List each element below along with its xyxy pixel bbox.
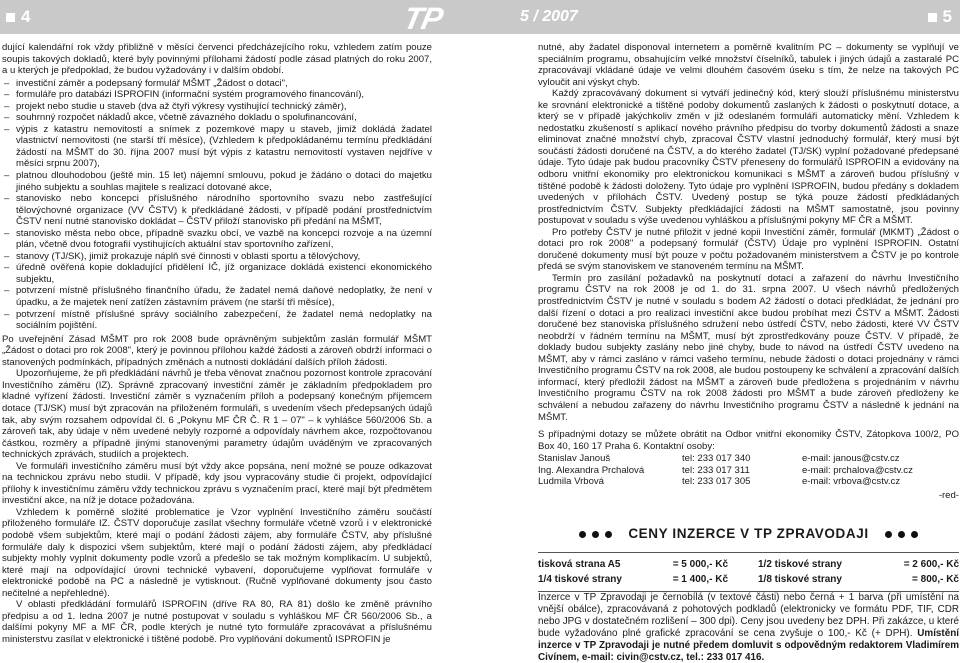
list-item: – projekt nebo studie u staveb (dva až čtyři výkresy vystihující technický záměr), bbox=[2, 101, 432, 113]
price-value: = 800,- Kč bbox=[912, 574, 959, 586]
page-number-left-text: 4 bbox=[21, 7, 31, 26]
list-item: – stanovisko města nebo obce, případně svazku obcí, ve vazbě na koncepci rozvoje a na územní plán, včetně dvou fotografií vystihujících aktuální stav sportovního zařízení, bbox=[2, 228, 432, 251]
contact-tel: tel: 233 017 311 bbox=[682, 464, 750, 476]
price-value: = 5 000,- Kč bbox=[672, 559, 728, 571]
price-value: = 2 600,- Kč bbox=[903, 559, 959, 571]
page-header bbox=[0, 0, 960, 34]
square-icon bbox=[6, 13, 15, 22]
left-column bbox=[2, 42, 432, 645]
body-paragraph: nutné, aby žadatel disponoval internetem a poměrně kvalitním PC – dokumenty se vyplňují ve speciálním programu, obsahujícím velké množství číselníků, tabulek i jiných údajů a zastaralé PC zpracovávají vkládané údaje ve velmi dlouhém časovém úseku s tím, že nelze na takových PC vyloučit ani výskyt chyb. bbox=[538, 42, 959, 88]
price-label: 1/4 tiskové strany bbox=[538, 574, 622, 586]
ads-title-row bbox=[538, 528, 959, 540]
body-paragraph: V oblasti předkládání formulářů ISPROFIN (dříve RA 80, RA 81) došlo ke změně právního předpisu a od 1. ledna 2007 je nutné postupovat v souladu s vyhláškou MF ČR 560/2006 Sb., a dalšími pokyny MF a MF ČR, podle kterých je nutné tyto formuláře zpracovávat a příslušnému ministerstvu zasílat v elektronické i tištěné podobě. Pro vyplňování dokumentů ISPROFIN je bbox=[2, 599, 432, 645]
list-item: – stanovy (TJ/SK), jimiž prokazuje náplň své činnosti v oblasti sportu a tělovýchovy, bbox=[2, 251, 432, 263]
ads-text-plain: Inzerce v TP Zpravodaji je černobílá (v textové části) nebo černá + 1 barva (při umístění na vnější obálce), zpracovávaná z pohotových podkladů (elektronicky ve formátu PDF, TIF, CDR nebo JPG v dostatečném rozlišení – 300 dpi). Ceny jsou uvedeny bez DPH. Při zakázce, u které bude vyžadováno plné grafické zpracování se cena zvyšuje o 100,- Kč (+ DPH). bbox=[538, 592, 959, 640]
page-number-right-text: 5 bbox=[942, 7, 952, 26]
price-label: 1/2 tiskové strany bbox=[758, 559, 842, 571]
price-value: = 1 400,- Kč bbox=[672, 574, 728, 586]
page-number-left bbox=[6, 7, 30, 27]
dots-icon bbox=[885, 531, 918, 538]
ads-text-bold: Umístění inzerce v TP Zpravodaji je nutné předem domluvit s odpovědným redaktorem Vladimírem Civínem, e-mail: civin@cstv.cz, tel.: 233 017 416. bbox=[538, 628, 959, 663]
list-item: – potvrzení místně příslušné správy sociálního zabezpečení, že žadatel nemá nedoplatky na sociálním pojištění. bbox=[2, 309, 432, 332]
contact-email[interactable]: e-mail: vrbova@cstv.cz bbox=[802, 476, 901, 488]
list-item: – investiční záměr a podepsaný formulář MŠMT „Žádost o dotaci", bbox=[2, 78, 432, 90]
list-item: – souhrnný rozpočet nákladů akce, včetně závazného dokladu o spolufinancování, bbox=[2, 112, 432, 124]
square-icon bbox=[928, 13, 937, 22]
required-documents-list bbox=[2, 78, 432, 332]
issue-number: 5 / 2007 bbox=[520, 8, 578, 25]
body-paragraph: Termín pro zasílání požadavků na poskytnutí dotací a zařazení do návrhu Investičního programu ČSTV na rok 2008 je od 1. do 31. srpna 2007. U všech návrhů předložených prostřednictvím ČSTV je nutné v souladu s bodem A2 žádostí o dotaci předkládat, že jednání pro další řízení o dotaci a pro realizaci investiční akce budou probíhat mezi ČSTV a MŠMT. Žádosti doručené bez stanoviska příslušného sdružení nebo ústředí ČSTV, nebo žádosti, které VV ČSTV neobdrží v řádném termínu na MŠMT, musí být zprostředkovány pouze ČSTV. V případě, že doklady budou subjekty zaslány nebo jiné chyby, bude to návod na ústředí ČSTV uvedeno na MŠMT, aby v rámci zasláno v rámci vašeho termínu, nebude žádosti o dotaci projednány v rámci Investičního programu ČSTV na rok 2008, ale budou postoupeny ke schválení a zpracování dalších informací, který předložil žádost na MŠMT a zároveň bude předložena s projednáním v návrhu Investičního programu ČSTV na rok 2008 žádosti pro MŠMT a bude zároveň předloženy ke schválení a nebudou zařazeny do návrhu Investičního programu ČSTV a následně k jednání na MŠMT. bbox=[538, 272, 959, 423]
list-item: – potvrzení místně příslušného finančního úřadu, že žadatel nemá daňové nedoplatky, že není v úpadku, a že majetek není zatížen zástavním právem (ne starší tři měsíce), bbox=[2, 285, 432, 308]
price-label: 1/8 tiskové strany bbox=[758, 574, 842, 586]
contact-name: Ing. Alexandra Prchalová bbox=[538, 464, 645, 476]
contact-name: Ludmila Vrbová bbox=[538, 476, 604, 488]
list-item: – úředně ověřená kopie dokladující přidělení IČ, jíž organizace dokládá existenci ekonomického subjektu, bbox=[2, 262, 432, 285]
contact-row bbox=[538, 476, 959, 488]
dots-icon bbox=[579, 531, 612, 538]
contact-tel: tel: 233 017 305 bbox=[682, 476, 751, 488]
intro-paragraph: dující kalendářní rok vždy přibližně v měsíci červenci předcházejícího roku, vzhledem zatím pouze soupis takových dokladů, které byly povinnými přílohami žádostí podle zásad platných do roku 2007, a u kterých je předpoklad, že budou vyžadovány i v dalším období. bbox=[2, 42, 432, 77]
body-paragraph: Ve formuláři investičního záměru musí být vždy akce popsána, není možné se pouze odkazovat na technickou zprávu nebo studii. V případě, kdy jsou vypracovány studie či projekt, odpovídající přílohy k investičnímu záměru vždy technickou zprávu s vyznačením prací, které mají být předmětem investiční akce, na níž je dotace požadována. bbox=[2, 460, 432, 507]
contact-name: Stanislav Janouš bbox=[538, 453, 611, 465]
list-item: – stanovisko nebo koncepci příslušného národního sportovního svazu nebo zastřešující tělovýchovné organizace (VV ČSTV) k předkládané žádosti, v případě podání prostřednictvím ČSTV není nutné stanovisko dokládat – ČSTV přiloží stanovisko při předání na MŠMT, bbox=[2, 193, 432, 228]
body-paragraph: Každý zpracovávaný dokument si vytváří jedinečný kód, který slouží příslušnému ministerstvu ke srovnání elektronické a tištěné podoby dokumentů zaslaných k žádosti o poskytnutí dotace, a který se v případě jakýchkoliv změn v již odeslaném formuláři automaticky mění. Vzhledem k nedostatku zkušeností s aplikací nového právního předpisu do tvorby dokumentů žádosti a snaze eliminovat značné množství chyb, zpracoval ČSTV vlastní jednoduchý formulář, který musí být součástí žádosti doručené na ČSTV, a do kterého žadatel (TJ/SK) vyplní požadované předepsané údaje. Tyto údaje pak budou pracovníky ČSTV přeneseny do formulářů ISPROFIN a evidovány na odboru vnitřní ekonomiky pro elektronickou komunikaci s MŠMT a zároveň budou příslušný v tištěné podobě k žádosti doloženy. Tyto údaje pro vyplnění ISPROFIN, budou předány s dokladem uvedených v přílohách ČSTV. Uvedený postup se týká pouze žádostí předkládaných prostřednictvím ČSTV. Subjekty předkládající žádosti na MŠMT samostatně, jsou povinny postupovat v souladu s výše uvedenou vyhláškou a příslušnými pokyny MF ČR a MŠMT. bbox=[538, 88, 959, 227]
body-paragraph: Upozorňujeme, že při předkládání návrhů je třeba věnovat značnou pozornost kontrole zpracování Investičního záměru (IZ). Správně zpracovaný investiční záměr je základním předpokladem pro kladné vyřízení žádosti. Investiční záměr s vyznačením příloh a podepsaný konečným příjemcem dotace (TJ/SK) musí být zpracován na přiloženém formuláři, s uvedením všech předepsaných údajů tak, aby svým rozsahem odpovídal čl. 6 „Pokynu MF ČR Č. R 1 – 07" – k vyhlášce 560/2006 Sb. a zároveň tak, aby údaje v něm uvedené nebyly rozporné a odpovídaly návrhem akce, rozpočtovanou částkou, rozměry a případně jinými stanovenými parametry údajům uváděným ve zpracovaných technických zprávách, studiích a projektech. bbox=[2, 368, 432, 461]
contact-email[interactable]: e-mail: janous@cstv.cz bbox=[802, 453, 900, 465]
price-row bbox=[538, 557, 959, 572]
contact-row bbox=[538, 465, 959, 477]
ads-text bbox=[538, 592, 959, 663]
body-paragraph: Pro potřeby ČSTV je nutné přiložit v jedné kopii Investiční záměr, formulář (MKMT) „Žádost o dotaci pro rok 2008" a podepsaný formulář (ČSTV) Údaje pro vyplnění ISPROFIN. Ostatní doručené dokumenty musí být pouze v počtu požadovaném ministerstvem a ČSTV je po kontrole předá se svým stanoviskem ve stanoveném termínu na MŠMT. bbox=[538, 226, 959, 273]
list-item: – platnou dlouhodobou (ještě min. 15 let) nájemní smlouvu, pokud je žádáno o dotaci do majetku jiného subjektu a souhlas majitele s realizací dotované akce, bbox=[2, 170, 432, 193]
list-item: – výpis z katastru nemovitostí a snímek z pozemkové mapy u staveb, jimiž dokládá žadatel vlastnictví nemovitosti (ne starší tří měsíce), (Vzhledem k předpokládanému termínu předkládání žádostí na MŠMT do 30. října 2007 musí být výpis z katastru nemovitostí vystaven nejdříve v měsíci srpnu 2007), bbox=[2, 124, 432, 170]
price-row bbox=[538, 572, 959, 587]
signature: -red- bbox=[938, 489, 959, 501]
price-table bbox=[538, 552, 959, 592]
contact-row bbox=[538, 453, 959, 465]
contact-list bbox=[538, 453, 959, 488]
body-paragraph: Vzhledem k poměrně složité problematice je Vzor vyplnění Investičního záměru součástí přiloženého formuláře IZ. ČSTV doporučuje zasílat všechny formuláře včetně vzorů i v elektronické podobě všem subjektům, které mají o podání žádosti zájem, aby formuláře ČSTV, aby příslušné formuláře daly k dispozici všem subjektům, které mají o podání žádosti zájem, aby předkládací subjekty mohly vyplnit dokumenty podle vzorů a předešlo se tak možným komplikacím. U subjektů, které mají na odpovídající úrovni technické vybavení, doporučujeme vyplňovat formuláře v elektronické podobě na PC a následně je vytisknout. (Ručně vyplňované dokumenty jsou často nečitelné a nepřehledné). bbox=[2, 506, 432, 599]
list-item: – formuláře pro databázi ISPROFIN (informační systém programového financování), bbox=[2, 89, 432, 101]
price-label: tisková strana A5 bbox=[538, 559, 621, 571]
contact-intro: S případnými dotazy se můžete obrátit na Odbor vnitřní ekonomiky ČSTV, Zátopkova 100/2, PO Box 40, 160 17 Praha 6. Kontaktní osoby: bbox=[538, 429, 959, 452]
right-column bbox=[538, 42, 959, 663]
ads-title: CENY INZERCE V TP ZPRAVODAJI bbox=[628, 526, 869, 542]
body-paragraph: Po uveřejnění Zásad MŠMT pro rok 2008 bude oprávněným subjektům zaslán formulář MŠMT „Žádost o dotaci pro rok 2008", který je povinnou přílohou každé žádosti a zároveň obdrží informaci o stanovených podmínkách, případných změnách a nutnosti dokládání dalších příloh žádosti. bbox=[2, 333, 432, 368]
contact-tel: tel: 233 017 340 bbox=[682, 453, 751, 465]
tp-logo: TP bbox=[400, 1, 446, 36]
contact-email[interactable]: e-mail: prchalova@cstv.cz bbox=[802, 464, 913, 476]
page-number-right bbox=[928, 7, 952, 27]
